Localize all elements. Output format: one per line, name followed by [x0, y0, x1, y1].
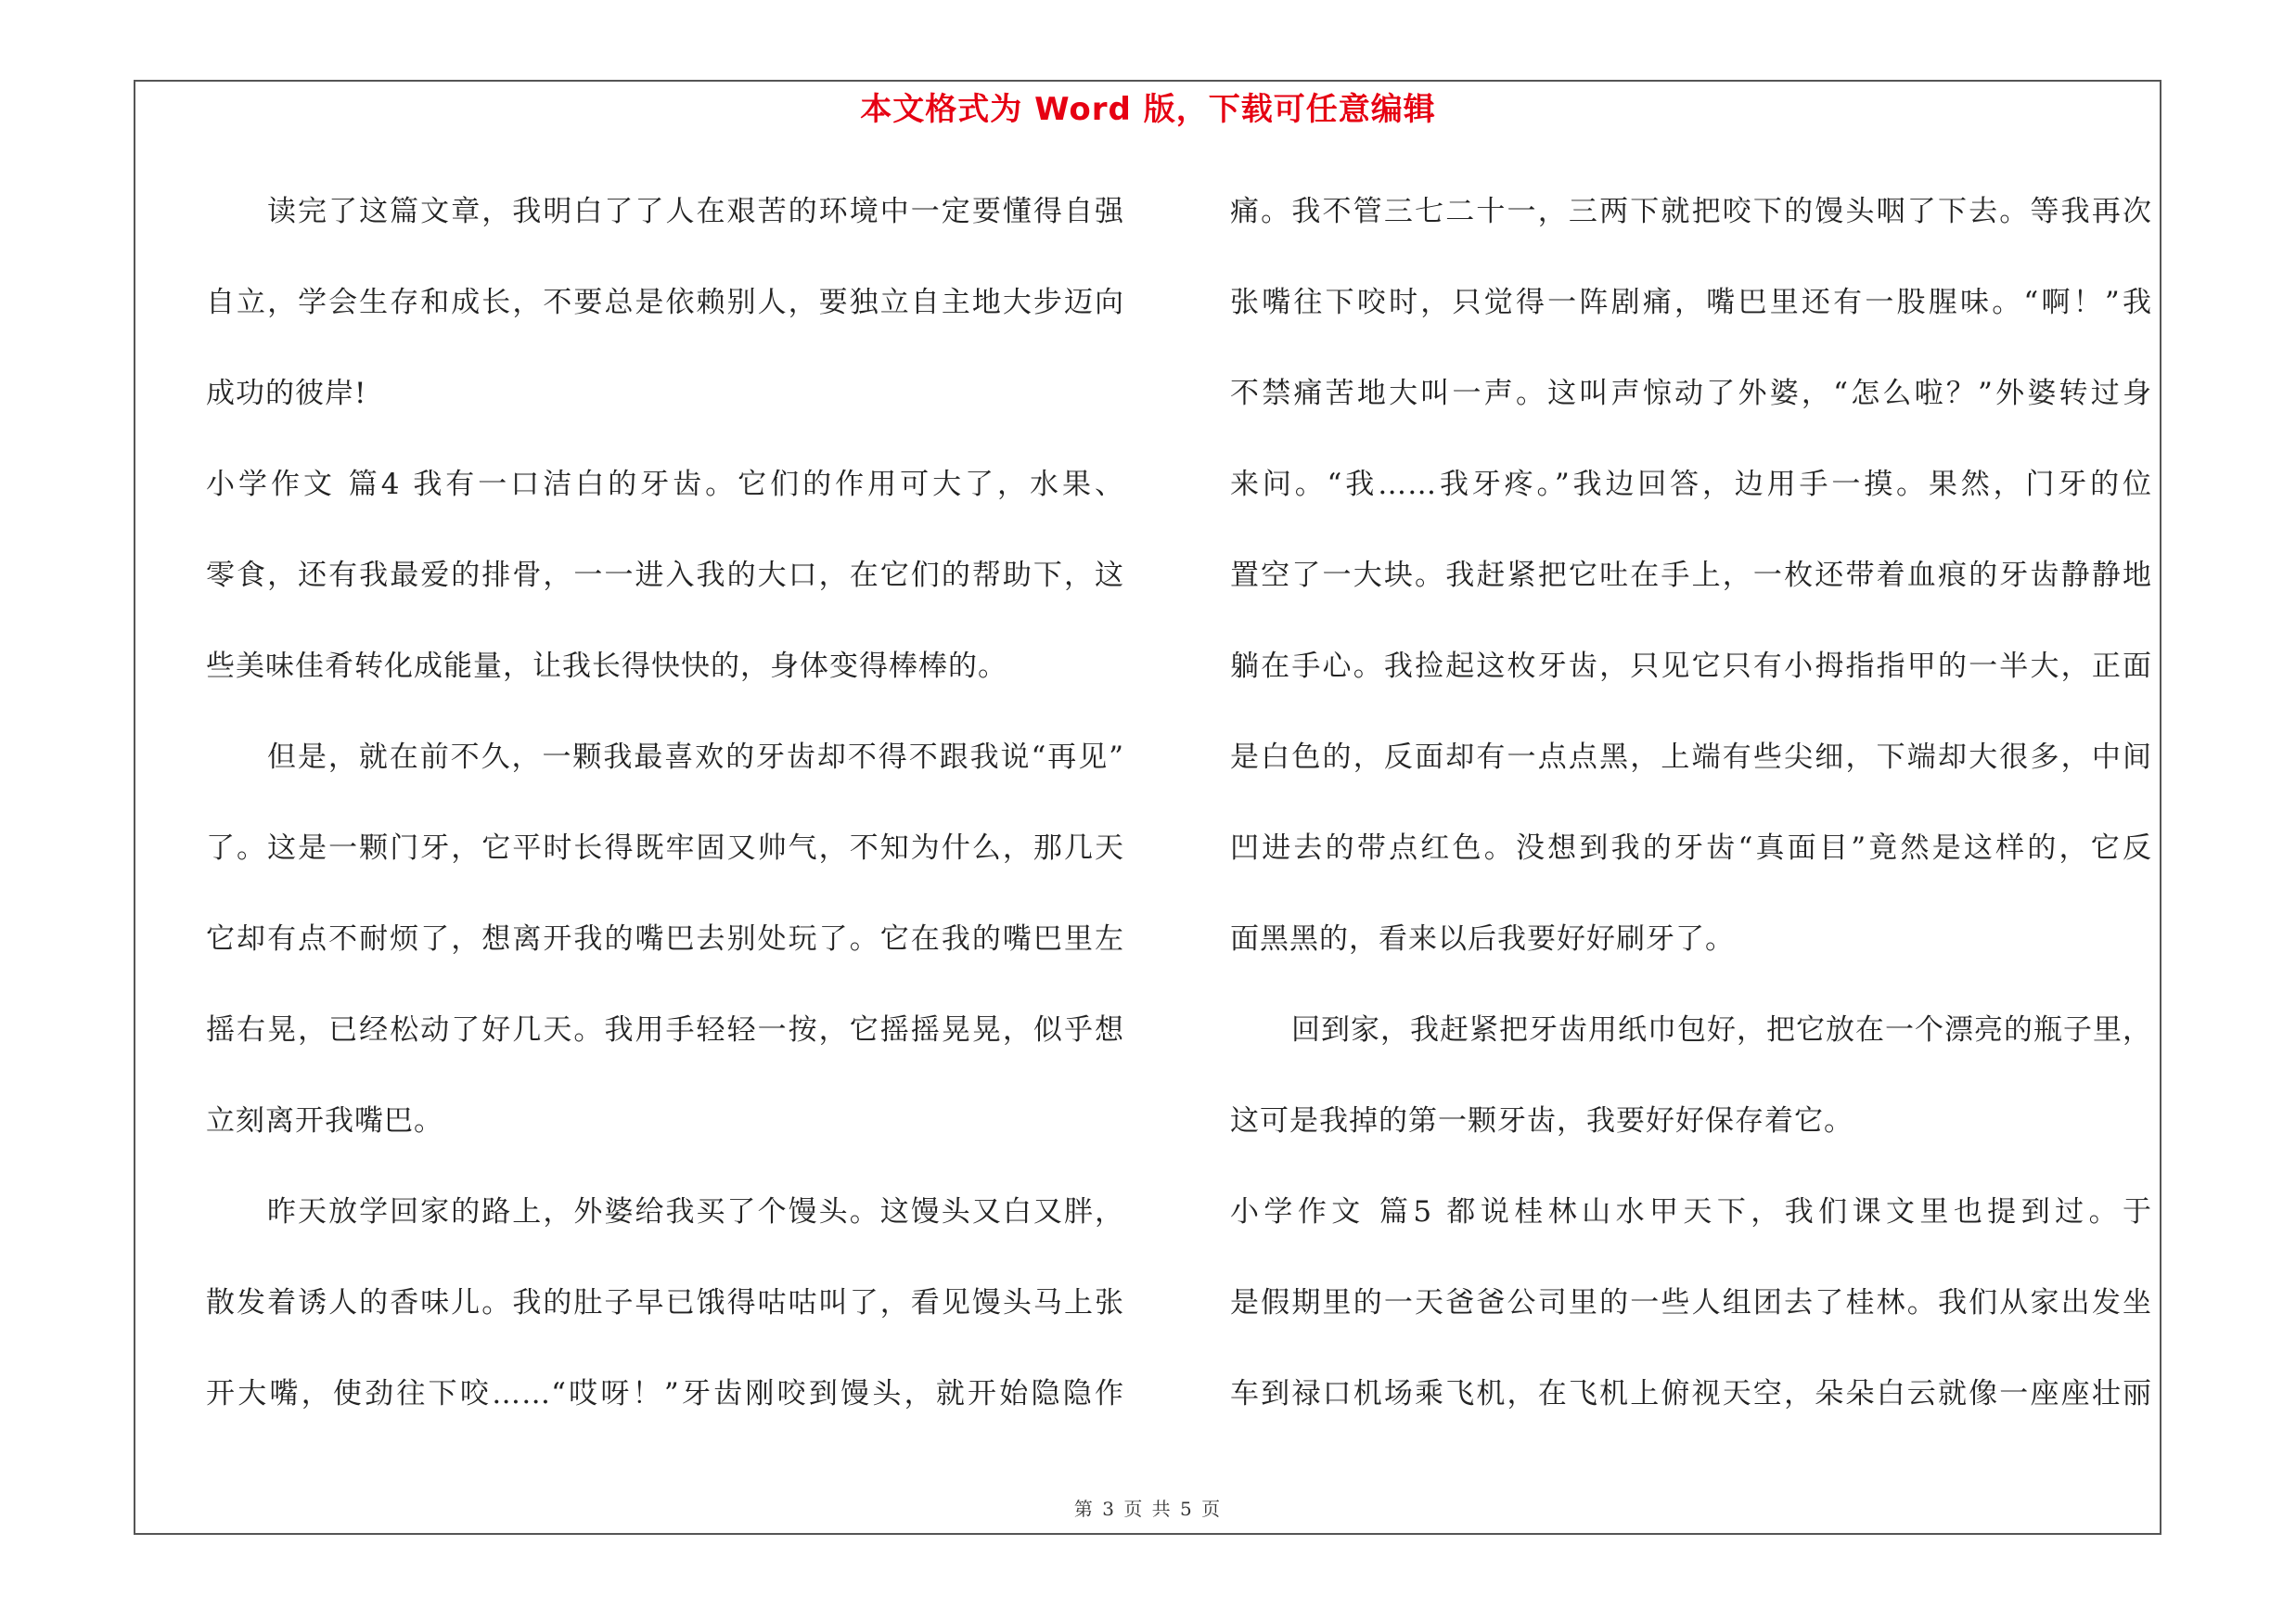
text-line: 是白色的，反面却有一点点黑，上端有些尖细，下端却大很多，中间 [1230, 741, 2152, 774]
right-text-column [1230, 184, 2152, 1457]
text-line: 读完了这篇文章，我明白了了人在艰苦的环境中一定要懂得自强 [267, 195, 1124, 228]
format-notice: 本文格式为 Word 版，下载可任意编辑 [860, 91, 1436, 128]
text-line: 躺在手心。我捡起这枚牙齿，只见它只有小拇指指甲的一半大，正面 [1230, 650, 2152, 683]
text-line: 散发着诱人的香味儿。我的肚子早已饿得咕咕叫了，看见馒头马上张 [206, 1286, 1124, 1320]
text-line: 是假期里的一天爸爸公司里的一些人组团去了桂林。我们从家出发坐 [1230, 1286, 2152, 1320]
text-line: 张嘴往下咬时，只觉得一阵剧痛，嘴巴里还有一股腥味。“啊！”我 [1230, 286, 2152, 319]
text-line: 不禁痛苦地大叫一声。这叫声惊动了外婆，“怎么啦？”外婆转过身 [1230, 377, 2152, 410]
text-line: 但是，就在前不久，一颗我最喜欢的牙齿却不得不跟我说“再见” [267, 741, 1124, 774]
text-line: 小学作文 篇5 都说桂林山水甲天下，我们课文里也提到过。于 [1230, 1195, 2152, 1229]
text-line: 面黑黑的，看来以后我要好好刷牙了。 [1230, 922, 1735, 956]
left-text-column [206, 184, 1124, 1457]
text-line: 来问。“我……我牙疼。”我边回答，边用手一摸。果然，门牙的位 [1230, 468, 2152, 501]
text-line: 自立，学会生存和成长，不要总是依赖别人，要独立自主地大步迈向 [206, 286, 1124, 319]
text-line: 车到禄口机场乘飞机，在飞机上俯视天空，朵朵白云就像一座座壮丽 [1230, 1377, 2152, 1410]
text-line: 摇右晃，已经松动了好几天。我用手轻轻一按，它摇摇晃晃，似乎想 [206, 1013, 1124, 1047]
page-number: 第 3 页 共 5 页 [1073, 1498, 1223, 1520]
text-line: 置空了一大块。我赶紧把它吐在手上，一枚还带着血痕的牙齿静静地 [1230, 559, 2152, 592]
text-line: 零食，还有我最爱的排骨，一一进入我的大口，在它们的帮助下，这 [206, 559, 1124, 592]
text-line: 开大嘴，使劲往下咬……“哎呀！”牙齿刚咬到馒头，就开始隐隐作 [206, 1377, 1124, 1410]
text-line: 回到家，我赶紧把牙齿用纸巾包好，把它放在一个漂亮的瓶子里， [1291, 1013, 2152, 1047]
text-line: 它却有点不耐烦了，想离开我的嘴巴去别处玩了。它在我的嘴巴里左 [206, 922, 1124, 956]
text-line: 些美味佳肴转化成能量，让我长得快快的，身体变得棒棒的。 [206, 650, 1007, 683]
text-line: 这可是我掉的第一颗牙齿，我要好好保存着它。 [1230, 1104, 1853, 1138]
text-line: 成功的彼岸! [206, 377, 367, 410]
text-line: 昨天放学回家的路上，外婆给我买了个馒头。这馒头又白又胖， [267, 1195, 1124, 1229]
text-line: 小学作文 篇4 我有一口洁白的牙齿。它们的作用可大了，水果、 [206, 468, 1124, 501]
text-line: 立刻离开我嘴巴。 [206, 1104, 443, 1138]
text-line: 了。这是一颗门牙，它平时长得既牢固又帅气，不知为什么，那几天 [206, 831, 1124, 865]
text-line: 痛。我不管三七二十一，三两下就把咬下的馒头咽了下去。等我再次 [1230, 195, 2152, 228]
text-line: 凹进去的带点红色。没想到我的牙齿“真面目”竟然是这样的，它反 [1230, 831, 2152, 865]
